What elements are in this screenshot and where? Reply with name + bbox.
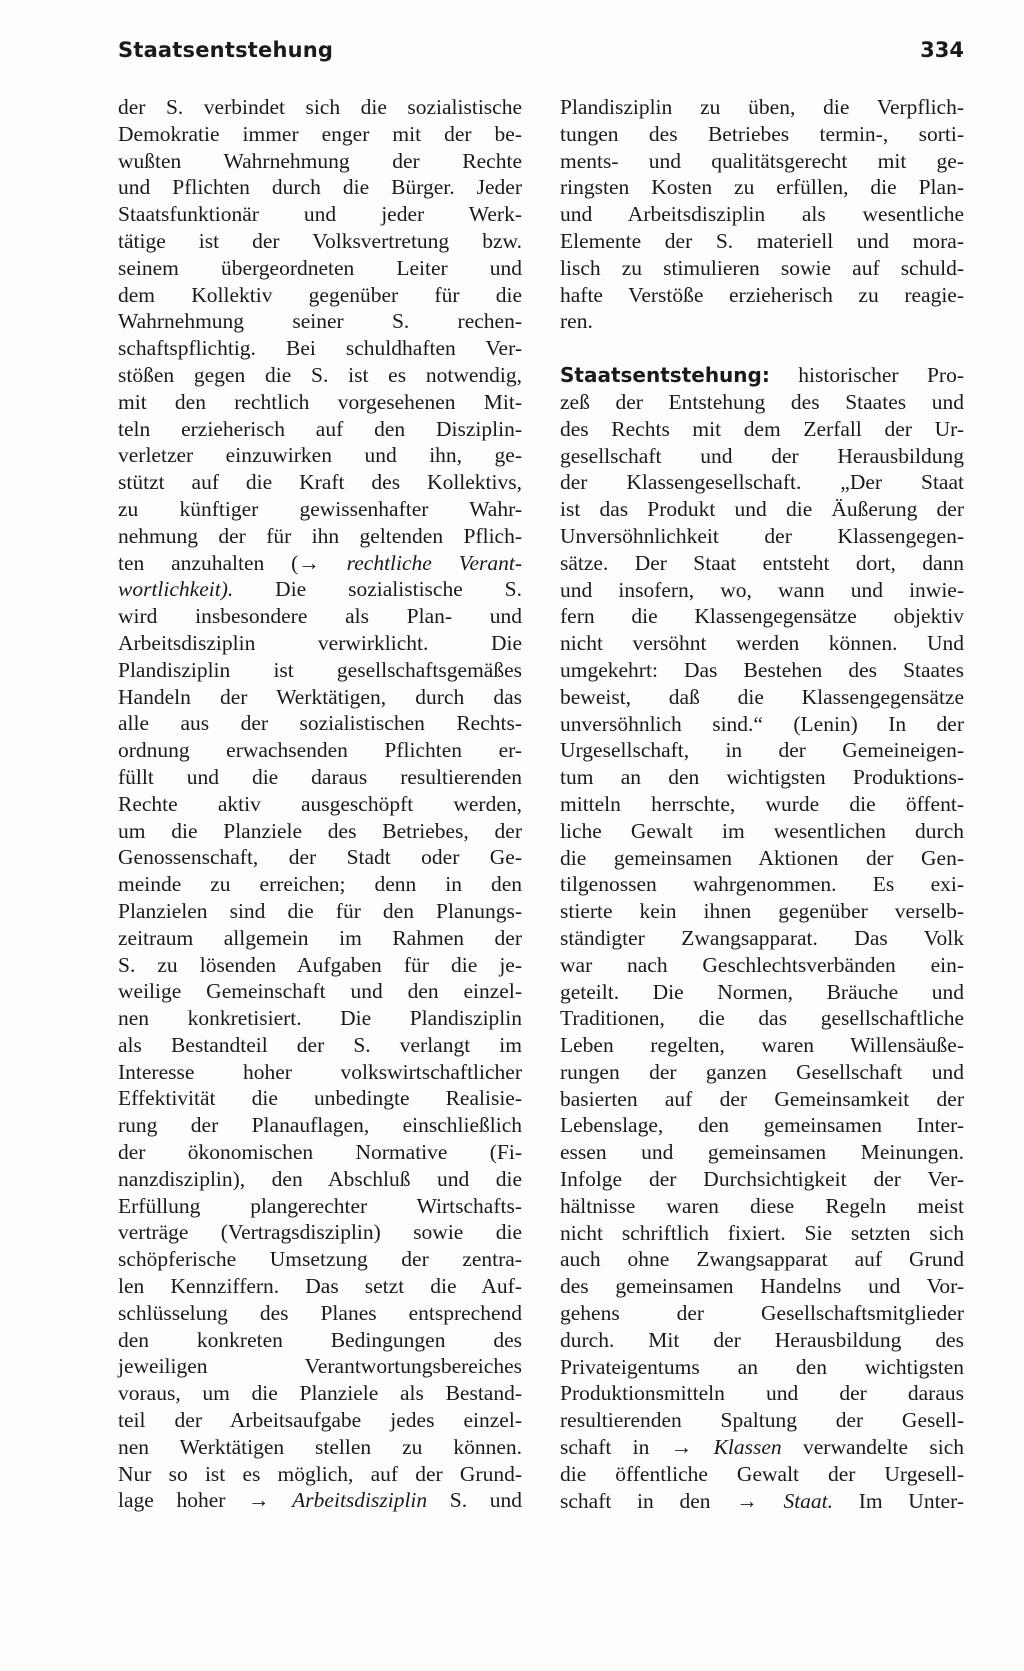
text-line: durch. Mit der Herausbildung des [560,1327,964,1352]
text-line: Effektivität die unbedingte Realisie- [118,1086,522,1111]
cross-reference-link[interactable]: Arbeitsdisziplin [292,1488,428,1513]
text-line: war nach Geschlechtsverbänden ein- [560,952,964,977]
right-column [560,94,964,1514]
text-line: ments- und qualitätsgerecht mit ge- [560,148,964,173]
text-line: Privateigentums an den wichtigsten [560,1354,964,1379]
text-line: mit den rechtlich vorgesehenen Mit- [118,389,522,414]
text-line: umgekehrt: Das Bestehen des Staates [560,657,964,682]
text-line: der S. verbindet sich die sozialistische [118,95,522,119]
text-fragment: schaft in den [560,1488,737,1513]
text-line: Infolge der Durchsichtigkeit der Ver- [560,1167,964,1192]
text-line: teln erzieherisch auf den Disziplin- [118,416,522,441]
text-line: der ökonomischen Normative (Fi- [118,1140,522,1165]
text-line [560,1488,964,1515]
text-line: Urgesellschaft, in der Gemeineigen- [560,738,964,763]
text-line: schaftspflichtig. Bei schuldhaften Ver- [118,336,522,361]
text-fragment: Die sozialistische S. [233,577,522,602]
text-line: teil der Arbeitsaufgabe jedes einzel- [118,1408,522,1433]
text-line [560,1434,964,1461]
text-line: rungen der ganzen Gesellschaft und [560,1059,964,1084]
text-line: zu künftiger gewissenhafter Wahr- [118,496,522,521]
text-fragment: Im Unter- [833,1488,964,1513]
text-line: nen konkretisiert. Die Plandisziplin [118,1006,522,1031]
text-line: wird insbesondere als Plan- und [118,604,522,629]
text-line: Lebenslage, den gemeinsamen Inter- [560,1113,964,1138]
text-line: ist das Produkt und die Äußerung der [560,497,964,522]
text-line: beweist, daß die Klassengegensätze [560,684,964,709]
text-line: auch ohne Zwangsapparat auf Grund [560,1247,964,1272]
text-line: nehmung der für ihn geltenden Pflich- [118,523,522,548]
text-line: tätige ist der Volksvertretung bzw. [118,228,522,253]
text-line: Staatsfunktionär und jeder Werk- [118,202,522,227]
text-line: verträge (Vertragsdisziplin) sowie die [118,1220,522,1245]
text-fragment: historischer Pro- [769,363,964,388]
text-line: Plandisziplin zu üben, die Verpflich- [560,95,964,119]
text-line: Erfüllung plangerechter Wirtschafts- [118,1193,522,1218]
text-fragment: lage hoher [118,1488,249,1513]
text-line: um die Planziele des Betriebes, der [118,818,522,843]
text-line: Traditionen, die das gesellschaftliche [560,1006,964,1031]
cross-reference-arrow-icon: → [670,1435,693,1460]
text-line: füllt und die daraus resultierenden [118,764,522,789]
entry-separator [560,335,964,362]
text-line: Genossenschaft, der Stadt oder Ge- [118,845,522,870]
text-line: sätze. Der Staat entsteht dort, dann [560,550,964,575]
page-number: 334 [920,38,964,62]
text-line: essen und gemeinsamen Meinungen. [560,1140,964,1165]
text-line: ordnung erwachsenden Pflichten er- [118,738,522,763]
cross-reference-arrow-icon: → [736,1488,758,1513]
text-fragment: verwandelte sich [781,1435,965,1460]
text-line: schlüsselung des Planes entsprechend [118,1300,522,1325]
text-line: wußten Wahrnehmung der Rechte [118,148,522,173]
cross-reference-arrow-icon: → [248,1488,270,1513]
text-line: alle aus der sozialistischen Rechts- [118,711,522,736]
text-line: stützt auf die Kraft des Kollektivs, [118,470,522,495]
text-line: als Bestandteil der S. verlangt im [118,1032,522,1057]
running-header-title: Staatsentstehung [118,38,334,62]
text-line: mitteln herrschte, wurde die öffent- [560,791,964,816]
text-line: nanzdisziplin), den Abschluß und die [118,1166,522,1191]
entry-headword: Staatsentstehung: [560,363,770,388]
text-line [118,576,522,603]
text-line: hältnisse waren diese Regeln meist [560,1193,964,1218]
text-line: Planzielen sind die für den Planungs- [118,898,522,923]
text-line: stößen gegen die S. ist es notwendig, [118,362,522,387]
text-line: zeß der Entstehung des Staates und [560,389,964,414]
text-line: und insofern, wo, wann und inwie- [560,577,964,602]
text-line: Leben regelten, waren Willensäuße- [560,1033,964,1058]
text-line: ständigter Zwangsapparat. Das Volk [560,925,964,950]
text-line: seinem übergeordneten Leiter und [118,255,522,280]
text-line: schöpferische Umsetzung der zentra- [118,1247,522,1272]
text-line: tum an den wichtigsten Produktions- [560,765,964,790]
text-line [560,362,964,389]
cross-reference-link[interactable]: Klassen [713,1435,782,1460]
text-line: Interesse hoher volkswirtschaftlicher [118,1059,522,1084]
text-line: basierten auf der Gemeinsamkeit der [560,1086,964,1111]
text-line: die öffentliche Gewalt der Urgesell- [560,1461,964,1486]
text-line: Wahrnehmung seiner S. rechen- [118,309,522,334]
text-line: Arbeitsdisziplin verwirklicht. Die [118,630,522,655]
text-line: ren. [560,309,593,334]
text-line: zeitraum allgemein im Rahmen der [118,925,522,950]
text-line: Produktionsmitteln und der daraus [560,1381,964,1406]
cross-reference-link[interactable]: rechtliche Verant- [346,550,522,575]
text-fragment: S. und [427,1488,523,1513]
text-line: rung der Planauflagen, einschließlich [118,1113,522,1138]
text-line: voraus, um die Planziele als Bestand- [118,1381,522,1406]
text-line: jeweiligen Verantwortungsbereiches [118,1354,522,1379]
cross-reference-link[interactable]: Staat. [783,1488,834,1513]
text-line: und Arbeitsdisziplin als wesentliche [560,202,964,227]
text-line: Demokratie immer enger mit der be- [118,121,522,146]
text-line: des gemeinsamen Handelns und Vor- [560,1274,964,1299]
text-line [118,550,522,577]
text-line: fern die Klassengegensätze objektiv [560,604,964,629]
text-line: Plandisziplin ist gesellschaftsgemäßes [118,657,522,682]
text-line: Rechte aktiv ausgeschöpft werden, [118,791,522,816]
text-line: des Rechts mit dem Zerfall der Ur- [560,416,964,441]
text-line: Nur so ist es möglich, auf der Grund- [118,1461,522,1486]
cross-reference-link[interactable]: wortlichkeit). [118,577,234,602]
text-line: ringsten Kosten zu erfüllen, die Plan- [560,175,964,200]
left-column [118,94,522,1514]
text-line: geteilt. Die Normen, Bräuche und [560,979,964,1004]
text-line: dem Kollektiv gegenüber für die [118,282,522,307]
text-line: nicht versöhnt werden können. Und [560,631,964,656]
text-line: tungen des Betriebes termin-, sorti- [560,121,964,146]
text-line: meinde zu erreichen; denn in den [118,872,522,897]
text-fragment: ten anzuhalten ( [118,550,299,575]
text-line: resultierenden Spaltung der Gesell- [560,1408,964,1433]
text-line: len Kennziffern. Das setzt die Auf- [118,1274,522,1299]
text-line: stierte kein ihnen gegenüber verselb- [560,899,964,924]
text-line: und Pflichten durch die Bürger. Jeder [118,175,522,200]
text-line: lisch zu stimulieren sowie auf schuld- [560,255,964,280]
text-line: tilgenossen wahrgenommen. Es exi- [560,872,964,897]
text-line: Handeln der Werktätigen, durch das [118,684,522,709]
text-line: Unversöhnlichkeit der Klassengegen- [560,523,964,548]
text-line: weilige Gemeinschaft und den einzel- [118,979,522,1004]
text-line: den konkreten Bedingungen des [118,1327,522,1352]
text-fragment: schaft in [560,1435,671,1460]
text-line: gehens der Gesellschaftsmitglieder [560,1301,964,1326]
cross-reference-arrow-icon: → [298,550,320,575]
text-line: nen Werktätigen stellen zu können. [118,1434,522,1459]
text-line: liche Gewalt im wesentlichen durch [560,818,964,843]
text-line [118,1487,522,1514]
text-line: hafte Verstöße erzieherisch zu reagie- [560,282,964,307]
text-line: Elemente der S. materiell und mora- [560,228,964,253]
text-line: der Klassengesellschaft. „Der Staat [560,470,964,495]
text-line: nicht schriftlich fixiert. Sie setzten sich [560,1220,964,1245]
text-line: S. zu lösenden Aufgaben für die je- [118,952,522,977]
text-line: unversöhnlich sind.“ (Lenin) In der [560,711,964,736]
text-line: die gemeinsamen Aktionen der Gen- [560,845,964,870]
text-line: verletzer einzuwirken und ihn, ge- [118,443,522,468]
text-line: gesellschaft und der Herausbildung [560,443,964,468]
